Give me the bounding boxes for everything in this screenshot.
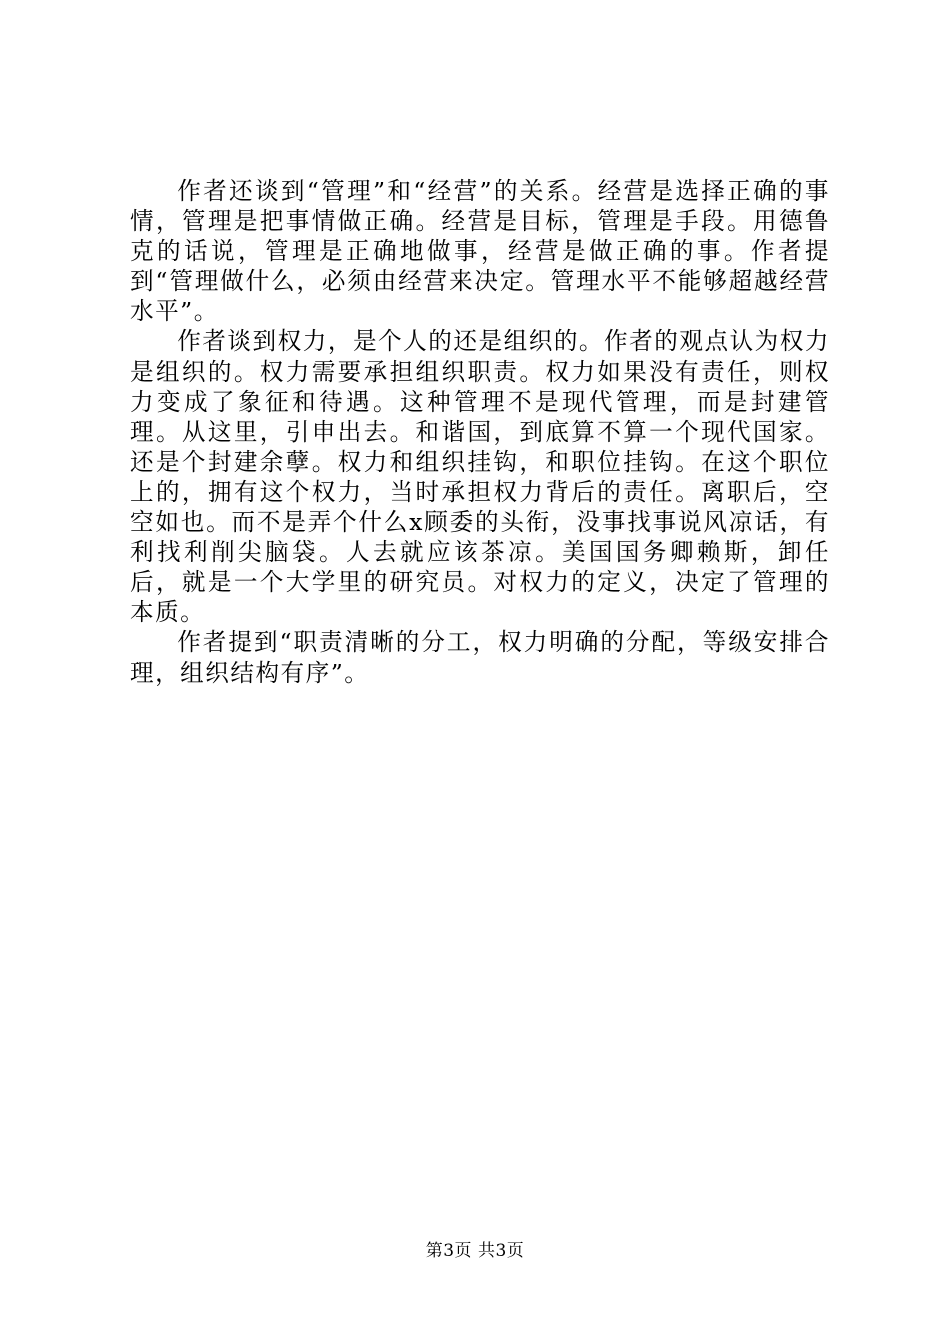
paragraph: 作者提到“职责清晰的分工，权力明确的分配，等级安排合理，组织结构有序”。 <box>130 628 830 687</box>
page-footer: 第3页 共3页 <box>425 1241 525 1261</box>
document-body <box>130 176 830 688</box>
paragraph: 作者还谈到“管理”和“经营”的关系。经营是选择正确的事情，管理是把事情做正确。经营是目标，管理是手段。用德鲁克的话说，管理是正确地做事，经营是做正确的事。作者提到“管理做什么，必须由经营来决定。管理水平不能够超越经营水平”。 <box>130 177 830 326</box>
paragraph: 作者谈到权力，是个人的还是组织的。作者的观点认为权力是组织的。权力需要承担组织职责。权力如果没有责任，则权力变成了象征和待遇。这种管理不是现代管理，而是封建管理。从这里，引申出去。和谐国，到底算不算一个现代国家。还是个封建余孽。权力和组织挂钩，和职位挂钩。在这个职位上的，拥有这个权力，当时承担权力背后的责任。离职后，空空如也。而不是弄个什么x顾委的头衔，没事找事说风凉话，有利找利削尖脑袋。人去就应该茶凉。美国国务卿赖斯，卸任后，就是一个大学里的研究员。对权力的定义，决定了管理的本质。 <box>130 327 830 627</box>
